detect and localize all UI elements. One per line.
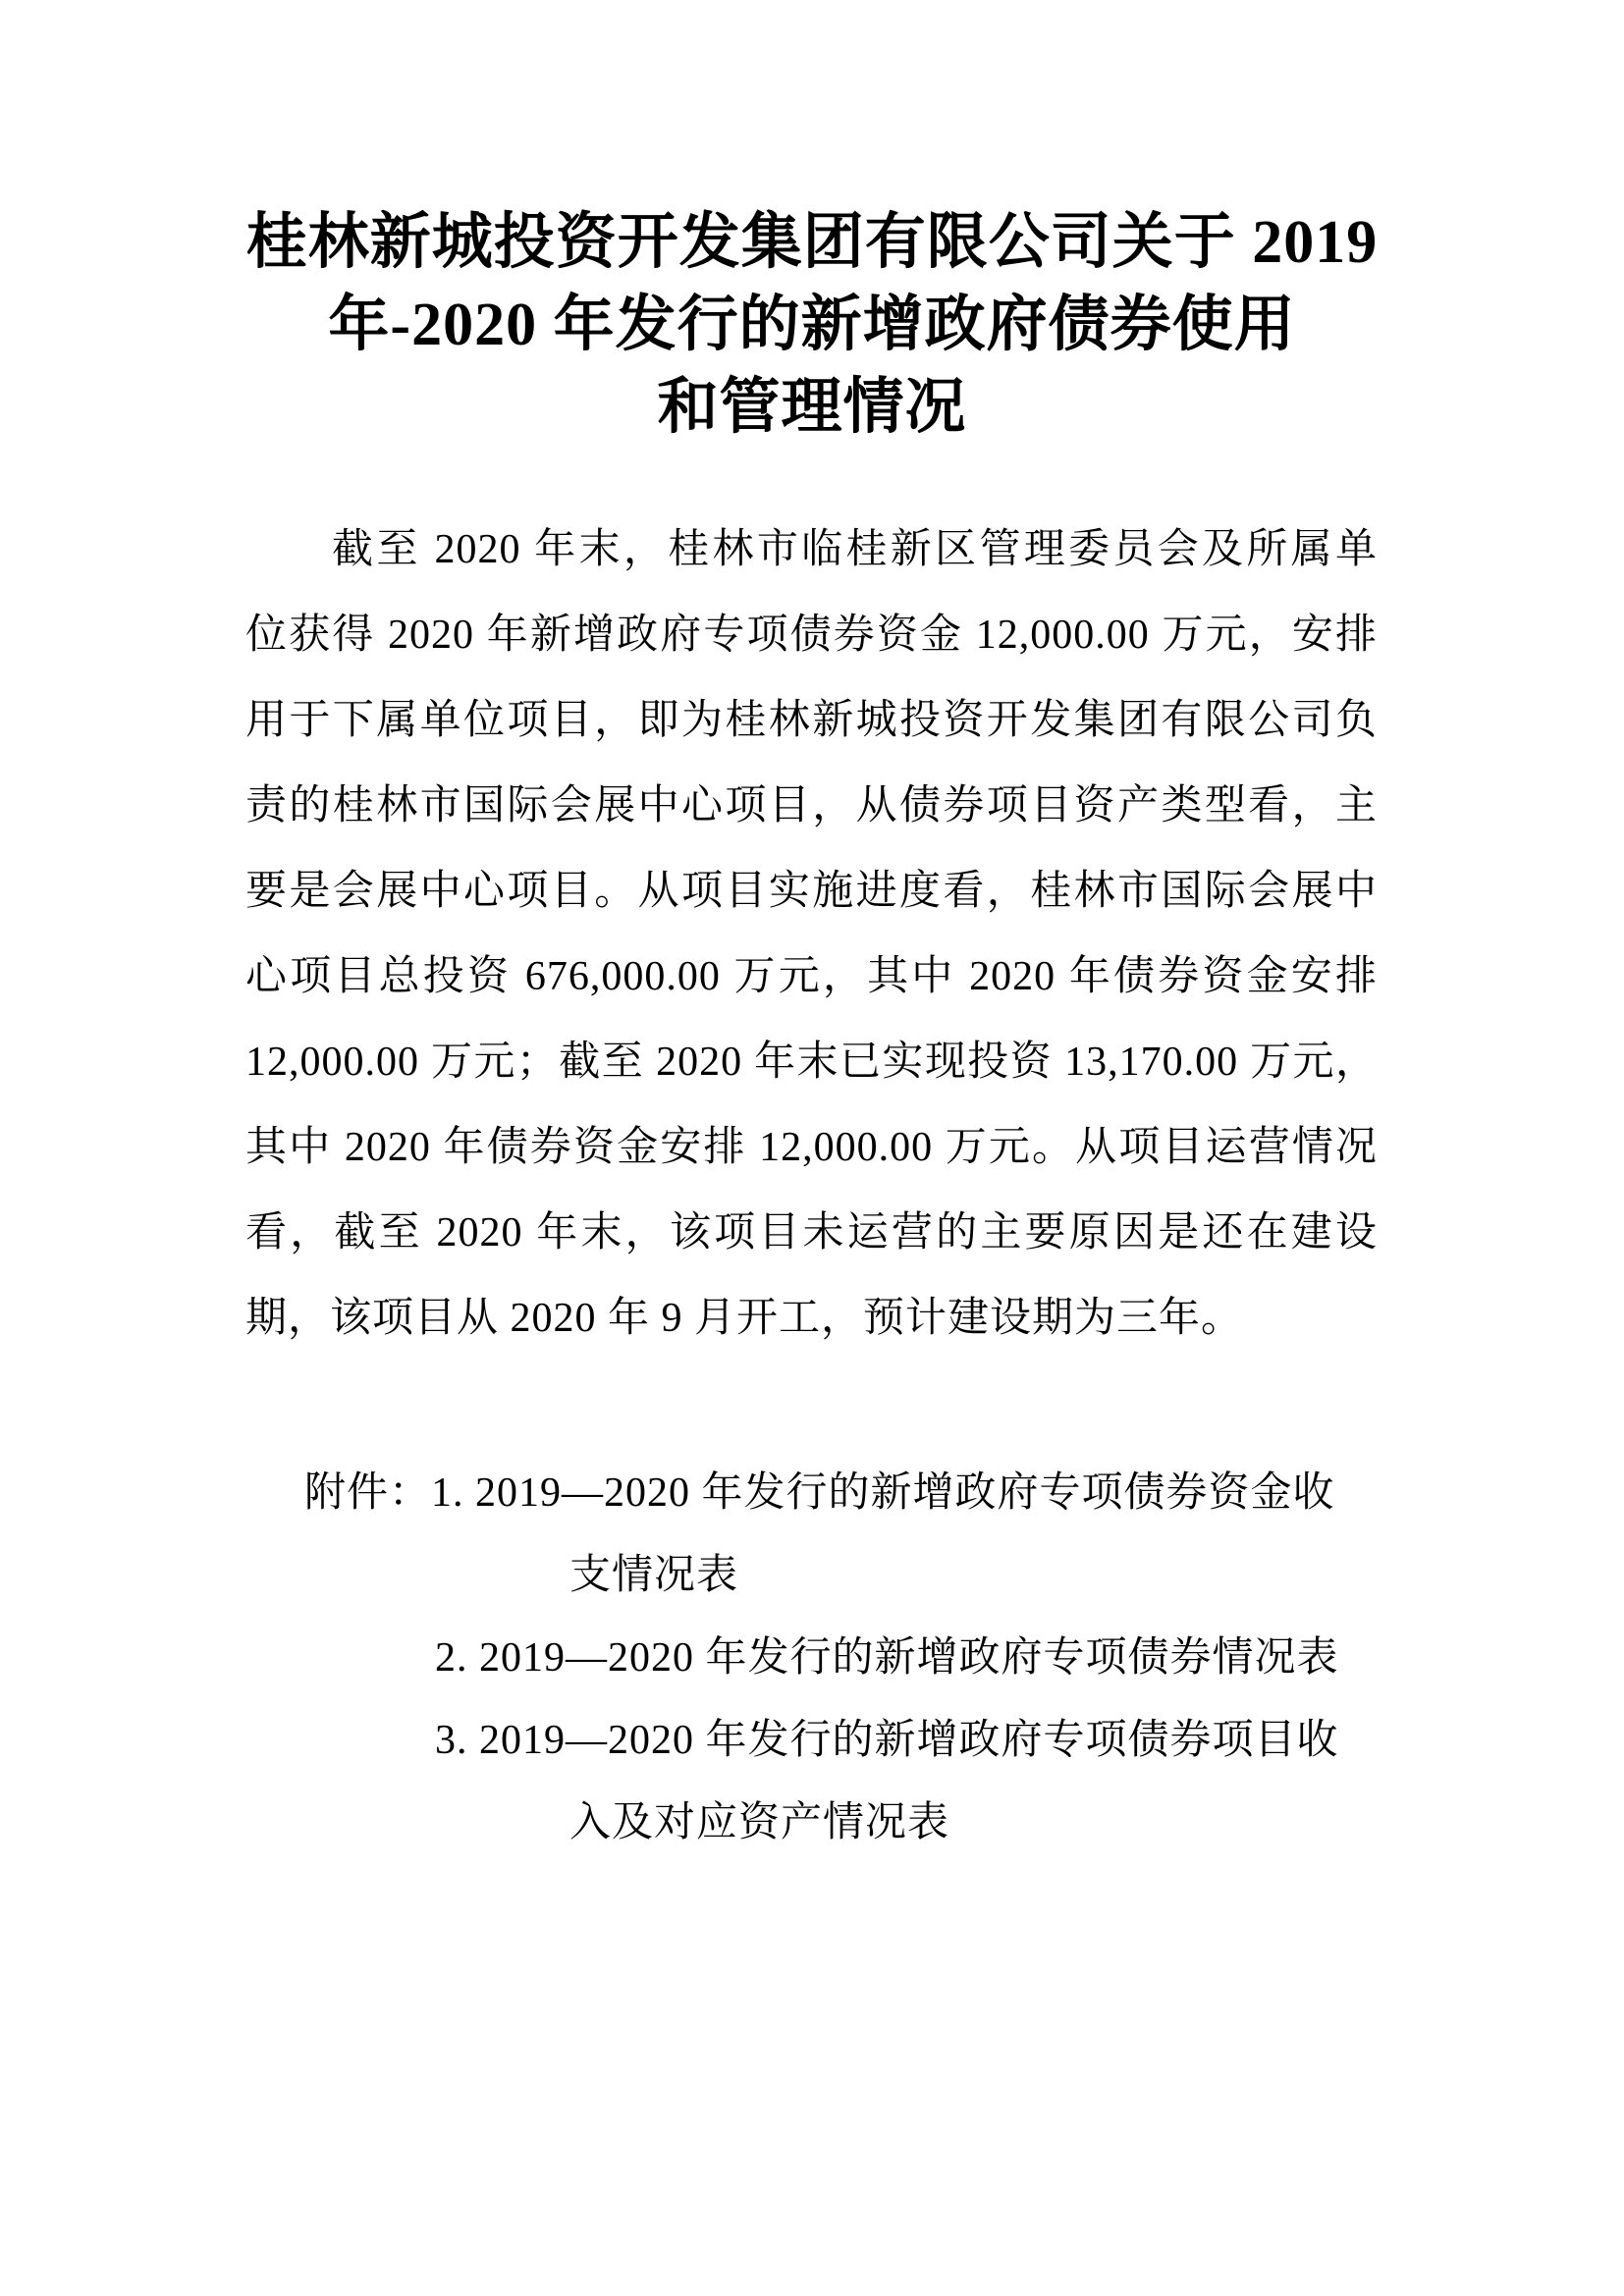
body-line: 用于下属单位项目，即为桂林新城投资开发集团有限公司负 <box>245 698 1378 743</box>
title-line-2: 年-2020 年发行的新增政府债券使用 <box>328 292 1296 358</box>
body-line: 看，截至 2020 年末，该项目未运营的主要原因是还在建设 <box>245 1210 1378 1255</box>
body-paragraph <box>245 507 1378 1362</box>
attachment-item-2: 2. 2019—2020 年发行的新增政府专项债券情况表 <box>435 1635 1339 1681</box>
attachment-item-3-line-1: 3. 2019—2020 年发行的新增政府专项债券项目收 <box>435 1718 1339 1763</box>
attachments-section <box>0 1452 1624 1864</box>
body-line: 截至 2020 年末，桂林市临桂新区管理委员会及所属单 <box>332 527 1378 572</box>
attachments-label: 附件： <box>304 1470 432 1516</box>
title-line-1: 桂林新城投资开发集团有限公司关于 2019 <box>245 209 1379 276</box>
attachment-item-1-line-2: 支情况表 <box>569 1553 739 1598</box>
attachment-item-3-line-2: 入及对应资产情况表 <box>569 1800 950 1845</box>
body-line: 12,000.00 万元；截至 2020 年末已实现投资 13,170.00 万元， <box>245 1040 1378 1085</box>
attachment-item-1-text: 1. 2019—2020 年发行的新增政府专项债券资金收 <box>431 1470 1335 1516</box>
body-line: 要是会展中心项目。从项目实施进度看，桂林市国际会展中 <box>245 869 1378 914</box>
body-line: 责的桂林市国际会展中心项目，从债券项目资产类型看，主 <box>245 783 1378 828</box>
document-title <box>125 201 1499 449</box>
body-line: 位获得 2020 年新增政府专项债券资金 12,000.00 万元，安排 <box>245 613 1378 658</box>
body-line: 心项目总投资 676,000.00 万元，其中 2020 年债券资金安排 <box>245 954 1378 999</box>
body-line: 其中 2020 年债券资金安排 12,000.00 万元。从项目运营情况 <box>245 1125 1378 1170</box>
body-line: 期，该项目从 2020 年 9 月开工，预计建设期为三年。 <box>245 1296 1244 1341</box>
attachment-item-1-line-1 <box>0 1452 1624 1534</box>
title-line-3: 和管理情况 <box>657 374 967 441</box>
